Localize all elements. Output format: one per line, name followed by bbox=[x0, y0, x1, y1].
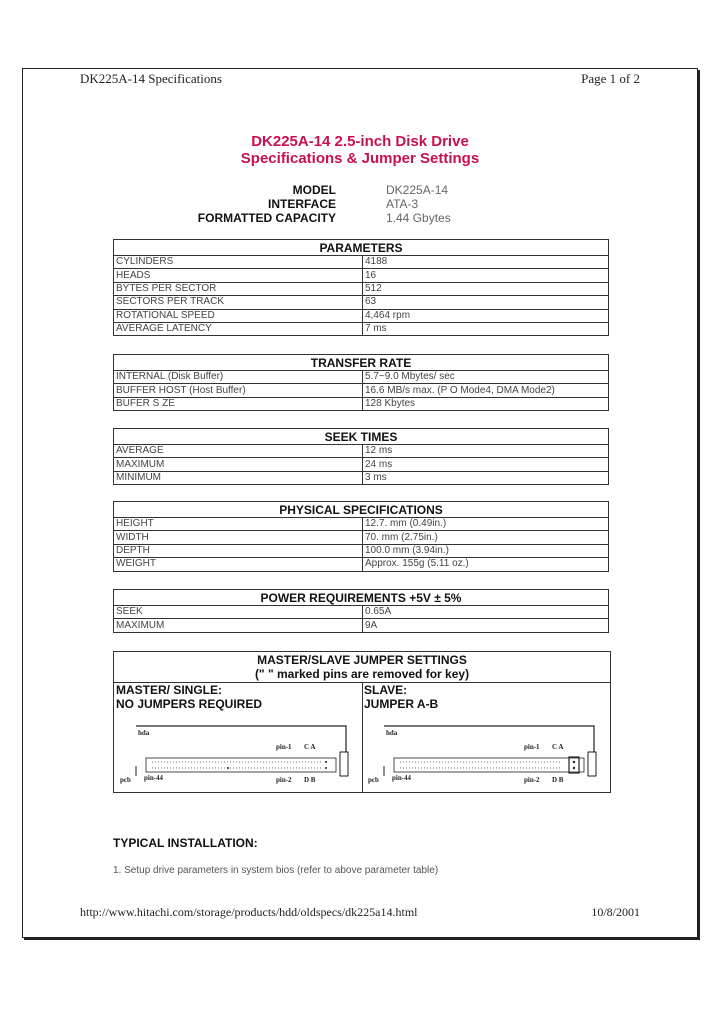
jumper-settings-box bbox=[113, 651, 611, 793]
pcb-label: pcb bbox=[368, 776, 379, 784]
table-row bbox=[114, 606, 609, 619]
page-number: Page 1 of 2 bbox=[581, 71, 640, 86]
row-label: INTERNAL (Disk Buffer) bbox=[114, 371, 363, 384]
spec-row-model bbox=[0, 183, 720, 198]
row-value: 7 ms bbox=[363, 322, 609, 335]
db-label: D B bbox=[552, 776, 564, 784]
row-label: AVERAGE LATENCY bbox=[114, 322, 363, 335]
pin1-label: pin-1 bbox=[276, 743, 292, 751]
table-row bbox=[114, 518, 609, 531]
spec-value: DK225A-14 bbox=[386, 183, 449, 197]
row-label: ROTATIONAL SPEED bbox=[114, 309, 363, 322]
pin2-label: pin-2 bbox=[524, 776, 540, 784]
row-label: WEIGHT bbox=[114, 558, 363, 571]
seek-times-table bbox=[113, 428, 609, 485]
row-value: 128 Kbytes bbox=[363, 397, 609, 410]
master-note: NO JUMPERS REQUIRED bbox=[116, 697, 263, 711]
row-value: 16.6 MB/s max. (P O Mode4, DMA Mode2) bbox=[363, 384, 609, 397]
master-setting bbox=[116, 683, 262, 711]
doc-subtitle: Specifications & Jumper Settings bbox=[240, 150, 480, 167]
row-value: 4188 bbox=[363, 256, 609, 269]
spec-value: ATA-3 bbox=[386, 197, 419, 211]
pin1-label: pin-1 bbox=[524, 743, 540, 751]
master-label: MASTER/ SINGLE: bbox=[116, 683, 223, 697]
jumper-subheading: (" " marked pins are removed for key) bbox=[254, 667, 470, 681]
table-row bbox=[114, 322, 609, 335]
transfer-rate-table bbox=[113, 354, 609, 411]
slave-setting bbox=[364, 683, 438, 711]
row-value: 63 bbox=[363, 296, 609, 309]
divider bbox=[362, 682, 363, 792]
footer-url[interactable]: http://www.hitachi.com/storage/products/hdd/oldspecs/dk225a14.html bbox=[80, 905, 418, 919]
pin44-label: pin-44 bbox=[392, 774, 412, 782]
table-heading: POWER REQUIREMENTS +5V ± 5% bbox=[114, 590, 609, 606]
row-label: BUFFER HOST (Host Buffer) bbox=[114, 384, 363, 397]
table-row bbox=[114, 544, 609, 557]
row-label: AVERAGE bbox=[114, 445, 363, 458]
row-label: SECTORS PER TRACK bbox=[114, 296, 363, 309]
row-value: 0.65A bbox=[363, 606, 609, 619]
row-value: 4,464 rpm bbox=[363, 309, 609, 322]
row-value: 100.0 mm (3.94in.) bbox=[363, 544, 609, 557]
table-row bbox=[114, 458, 609, 471]
master-connector-diagram bbox=[118, 718, 358, 788]
parameters-table bbox=[113, 239, 609, 336]
row-label: WIDTH bbox=[114, 531, 363, 544]
row-label: MINIMUM bbox=[114, 471, 363, 484]
row-value: 5.7~9.0 Mbytes/ sec bbox=[363, 371, 609, 384]
slave-note: JUMPER A-B bbox=[364, 697, 439, 711]
table-heading: TRANSFER RATE bbox=[114, 355, 609, 371]
row-label: DEPTH bbox=[114, 544, 363, 557]
row-label: CYLINDERS bbox=[114, 256, 363, 269]
row-value: 24 ms bbox=[363, 458, 609, 471]
row-value: 12 ms bbox=[363, 445, 609, 458]
spec-value: 1.44 Gbytes bbox=[386, 211, 451, 225]
pin2-label: pin-2 bbox=[276, 776, 292, 784]
table-heading: PHYSICAL SPECIFICATIONS bbox=[114, 502, 609, 518]
table-row bbox=[114, 296, 609, 309]
installation-heading: TYPICAL INSTALLATION: bbox=[113, 836, 258, 850]
row-label: MAXIMUM bbox=[114, 458, 363, 471]
table-row bbox=[114, 531, 609, 544]
hda-label: hda bbox=[138, 729, 150, 737]
jumper-block-icon bbox=[569, 757, 579, 773]
table-row bbox=[114, 558, 609, 571]
ca-label: C A bbox=[552, 743, 564, 751]
header-title: DK225A-14 Specifications bbox=[80, 71, 222, 86]
table-row bbox=[114, 445, 609, 458]
table-row bbox=[114, 471, 609, 484]
footer-date: 10/8/2001 bbox=[591, 905, 640, 919]
row-value: 16 bbox=[363, 269, 609, 282]
row-label: BYTES PER SECTOR bbox=[114, 282, 363, 295]
table-row bbox=[114, 282, 609, 295]
table-row bbox=[114, 384, 609, 397]
table-row bbox=[114, 256, 609, 269]
pcb-label: pcb bbox=[120, 776, 131, 784]
row-value: 3 ms bbox=[363, 471, 609, 484]
table-row bbox=[114, 619, 609, 632]
spec-label: MODEL bbox=[292, 183, 336, 197]
spec-label: INTERFACE bbox=[267, 197, 336, 211]
table-row bbox=[114, 397, 609, 410]
row-value: 12.7. mm (0.49in.) bbox=[363, 518, 609, 531]
row-value: Approx. 155g (5.11 oz.) bbox=[363, 558, 609, 571]
installation-step: 1. Setup drive parameters in system bios (refer to above parameter table) bbox=[113, 865, 439, 876]
spec-row-capacity bbox=[0, 211, 720, 226]
physical-specs-table bbox=[113, 501, 609, 572]
pin44-label: pin-44 bbox=[144, 774, 164, 782]
table-heading: SEEK TIMES bbox=[114, 429, 609, 445]
table-row bbox=[114, 371, 609, 384]
row-label: SEEK bbox=[114, 606, 363, 619]
row-value: 70. mm (2.75in.) bbox=[363, 531, 609, 544]
row-value: 512 bbox=[363, 282, 609, 295]
table-heading: PARAMETERS bbox=[114, 240, 609, 256]
hda-label: hda bbox=[386, 729, 398, 737]
spec-row-interface bbox=[0, 197, 720, 212]
power-requirements-table bbox=[113, 589, 609, 633]
row-label: HEADS bbox=[114, 269, 363, 282]
db-label: D B bbox=[304, 776, 316, 784]
row-label: MAXIMUM bbox=[114, 619, 363, 632]
spec-label: FORMATTED CAPACITY bbox=[197, 211, 336, 225]
row-label: HEIGHT bbox=[114, 518, 363, 531]
doc-title: DK225A-14 2.5-inch Disk Drive bbox=[251, 133, 469, 150]
jumper-heading: MASTER/SLAVE JUMPER SETTINGS bbox=[257, 653, 467, 667]
slave-connector-diagram bbox=[366, 718, 606, 788]
table-row bbox=[114, 309, 609, 322]
slave-label: SLAVE: bbox=[364, 683, 408, 697]
row-value: 9A bbox=[363, 619, 609, 632]
row-label: BUFER S ZE bbox=[114, 397, 363, 410]
ca-label: C A bbox=[304, 743, 316, 751]
table-row bbox=[114, 269, 609, 282]
